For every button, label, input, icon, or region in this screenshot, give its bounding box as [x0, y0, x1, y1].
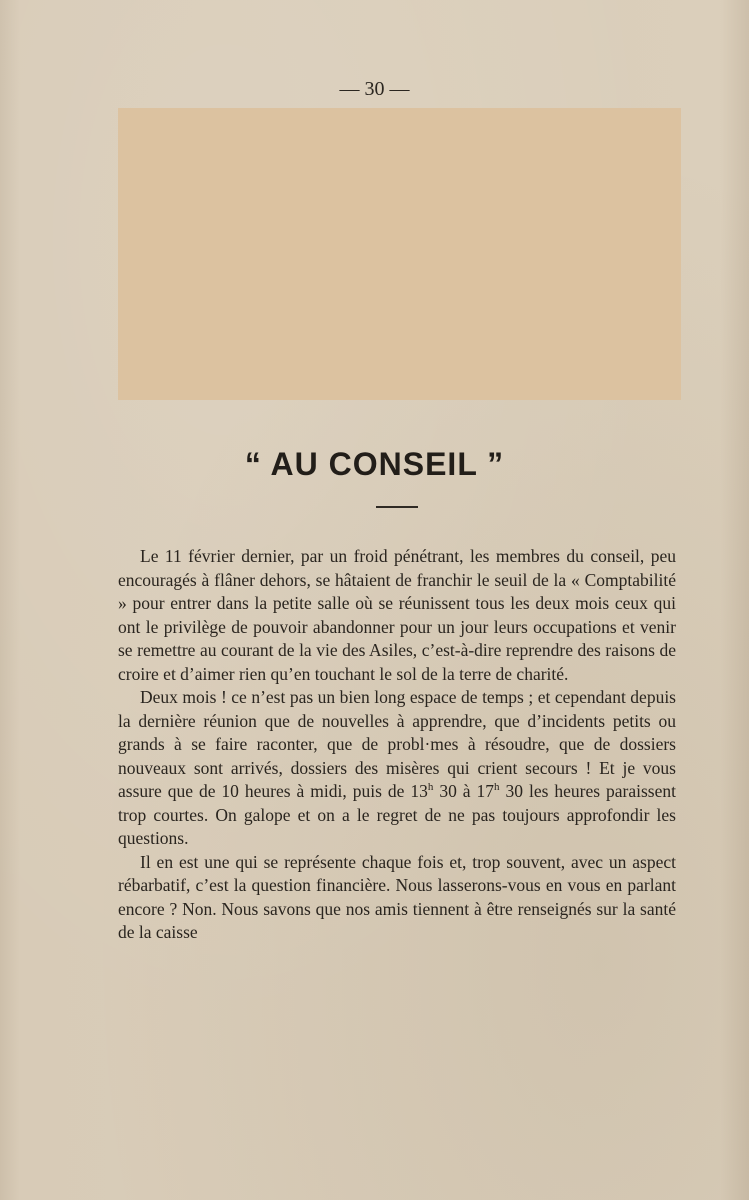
page-number: — 30 —	[339, 78, 410, 100]
article-title: “ AU CONSEIL ”	[244, 446, 505, 482]
paragraph-3: Il en est une qui se représente chaque fois et, trop souvent, avec un aspect rébarbatif, c’est la question financière. Nous lasserons-vous en vous en parlant encore ? Non. Nous savons que nos amis tiennent à être renseignés sur la santé de la caisse	[118, 851, 676, 942]
illustration-area	[118, 108, 681, 400]
paragraph-2-part-c: 30 les heures paraissent trop courtes. On galope et on a le regret de ne pas toujours approfondir les questions.	[118, 781, 676, 848]
article-body	[118, 545, 676, 945]
hour-superscript: h	[427, 781, 434, 794]
paragraph-2	[118, 686, 676, 851]
hour-superscript: h	[494, 781, 500, 794]
paragraph-2-part-b: 30 à 17	[433, 781, 495, 801]
title-divider	[376, 506, 418, 508]
paragraph-2-part-a: Deux mois ! ce n’est pas un bien long espace de temps ; et cependant depuis la dernière réunion que de nouvelles à apprendre, que d’incidents petits ou grands à se faire raconter, que de probl·mes à résoudre, que de dossiers nouveaux sont arrivés, dossiers des misères qui crient secours ! Et je vous assure que de 10 heures à midi, puis de 13	[118, 687, 676, 801]
paragraph-1: Le 11 février dernier, par un froid pénétrant, les membres du conseil, peu encouragés à flâner dehors, se hâtaient de franchir le seuil de la « Comptabilité » pour entrer dans la petite salle où se réunissent tous les deux mois ceux qui ont le privilège de pouvoir abandonner pour un jour leurs occupations et venir se remettre au courant de la vie des Asiles, c’est-à-dire reprendre des raisons de croire et d’aimer rien qu’en touchant le sol de la terre de charité.	[118, 546, 676, 684]
